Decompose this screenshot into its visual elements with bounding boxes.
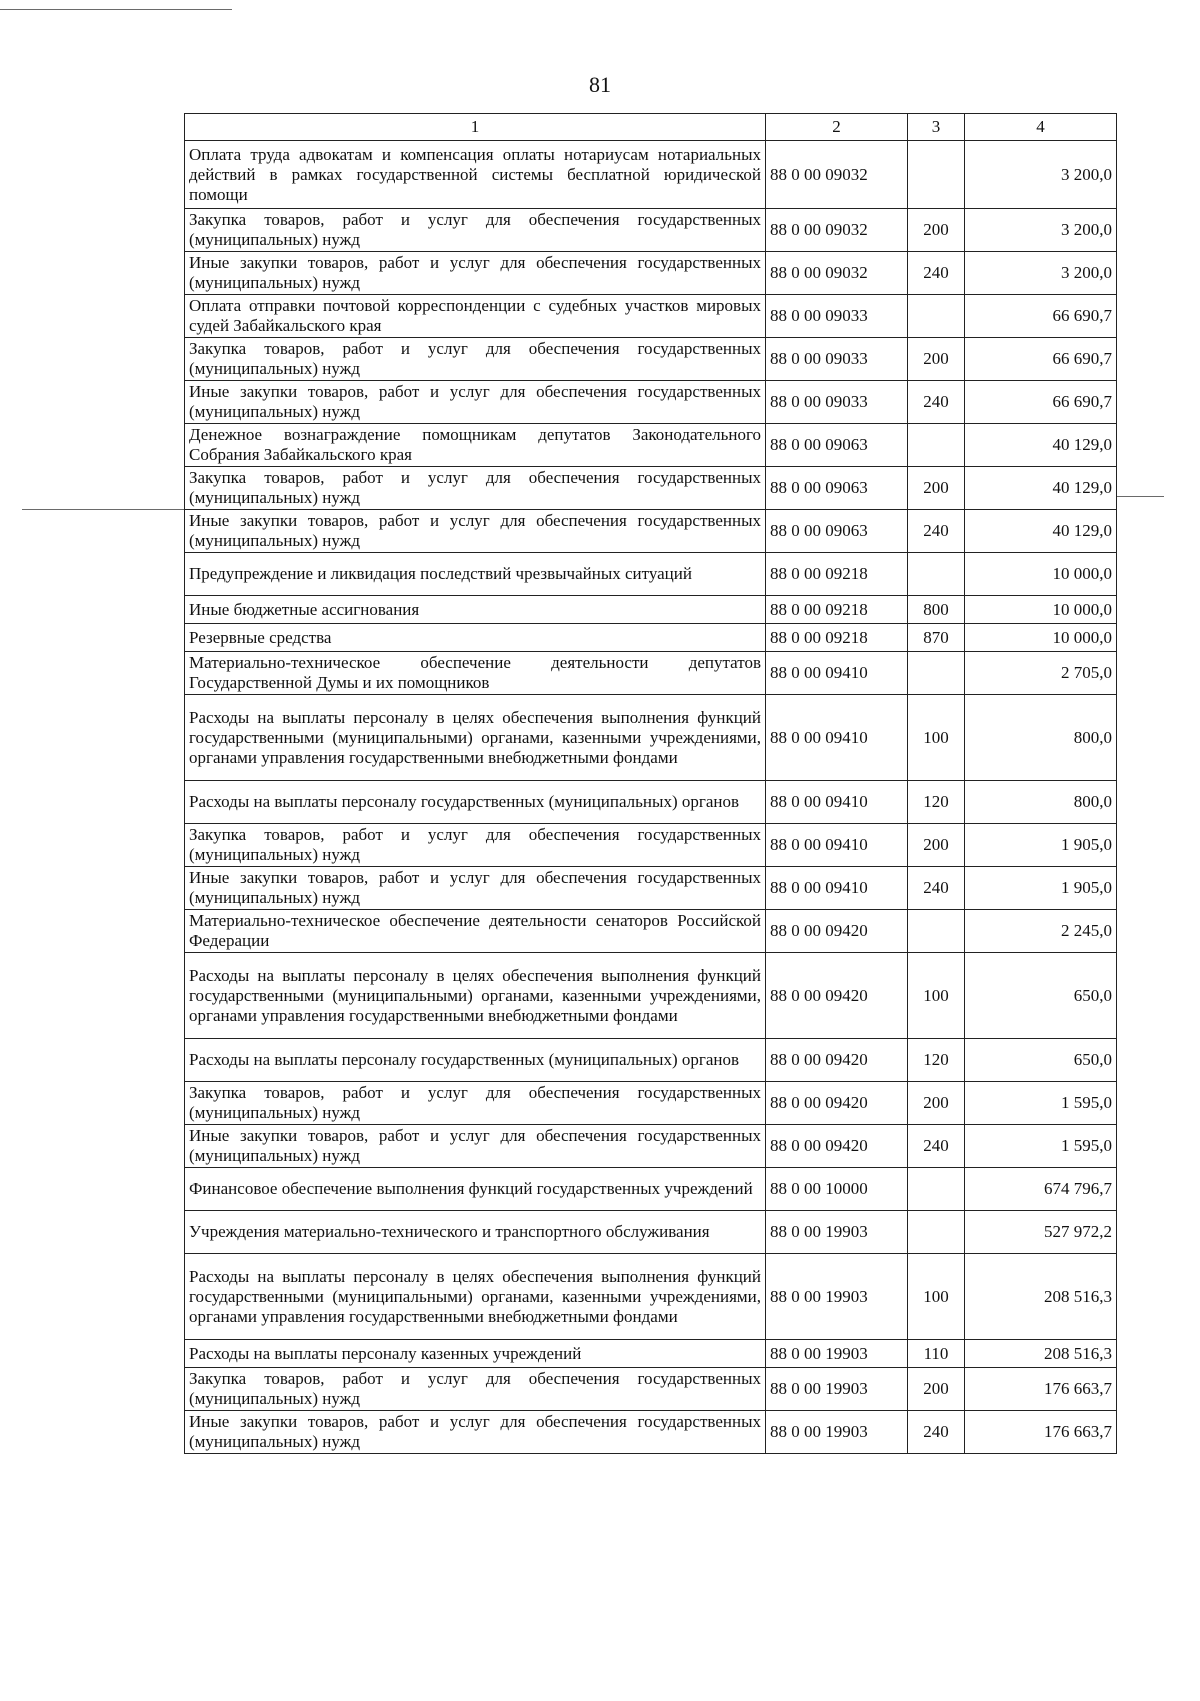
table-row (185, 424, 1117, 467)
amount-cell: 176 663,7 (965, 1411, 1117, 1454)
expense-name-cell: Иные закупки товаров, работ и услуг для обеспечения государственных (муниципальных) нужд (185, 510, 766, 553)
amount-cell: 800,0 (965, 781, 1117, 824)
header-col-1: 1 (185, 114, 766, 141)
page-number: 81 (589, 72, 611, 97)
target-code-cell: 88 0 00 09410 (766, 867, 908, 910)
expense-type-cell (908, 295, 965, 338)
table-row (185, 910, 1117, 953)
amount-cell: 800,0 (965, 695, 1117, 781)
expense-name-cell: Иные закупки товаров, работ и услуг для обеспечения государственных (муниципальных) нужд (185, 867, 766, 910)
target-code-cell: 88 0 00 09420 (766, 1082, 908, 1125)
amount-cell: 650,0 (965, 1039, 1117, 1082)
expense-type-cell: 100 (908, 695, 965, 781)
target-code-cell: 88 0 00 09218 (766, 553, 908, 596)
expense-name-cell: Расходы на выплаты персоналу государственных (муниципальных) органов (185, 781, 766, 824)
table-row (185, 467, 1117, 510)
expense-name-cell: Расходы на выплаты персоналу государственных (муниципальных) органов (185, 1039, 766, 1082)
scan-fold-line-left (22, 509, 186, 510)
target-code-cell: 88 0 00 09063 (766, 424, 908, 467)
table-row (185, 510, 1117, 553)
amount-cell: 40 129,0 (965, 424, 1117, 467)
table-row (185, 252, 1117, 295)
target-code-cell: 88 0 00 09063 (766, 467, 908, 510)
expense-type-cell: 240 (908, 1125, 965, 1168)
amount-cell: 1 595,0 (965, 1082, 1117, 1125)
amount-cell: 1 905,0 (965, 824, 1117, 867)
target-code-cell: 88 0 00 09032 (766, 141, 908, 209)
expense-name-cell: Денежное вознаграждение помощникам депутатов Законодательного Собрания Забайкальского края (185, 424, 766, 467)
expense-type-cell: 120 (908, 1039, 965, 1082)
target-code-cell: 88 0 00 19903 (766, 1368, 908, 1411)
table-row (185, 781, 1117, 824)
table-row (185, 624, 1117, 652)
amount-cell: 1 905,0 (965, 867, 1117, 910)
expense-name-cell: Закупка товаров, работ и услуг для обеспечения государственных (муниципальных) нужд (185, 338, 766, 381)
expense-type-cell: 240 (908, 510, 965, 553)
expense-type-cell (908, 652, 965, 695)
scan-edge-line (0, 9, 232, 10)
table-row (185, 867, 1117, 910)
expense-name-cell: Иные закупки товаров, работ и услуг для обеспечения государственных (муниципальных) нужд (185, 1411, 766, 1454)
table-header-row (185, 114, 1117, 141)
header-col-3: 3 (908, 114, 965, 141)
table-row (185, 381, 1117, 424)
expense-type-cell: 240 (908, 381, 965, 424)
table-row (185, 596, 1117, 624)
table-row (185, 1082, 1117, 1125)
table-row (185, 1411, 1117, 1454)
amount-cell: 3 200,0 (965, 141, 1117, 209)
amount-cell: 66 690,7 (965, 381, 1117, 424)
table-row (185, 141, 1117, 209)
target-code-cell: 88 0 00 09410 (766, 781, 908, 824)
expense-type-cell (908, 141, 965, 209)
expense-type-cell: 100 (908, 1254, 965, 1340)
amount-cell: 3 200,0 (965, 209, 1117, 252)
table-body (185, 141, 1117, 1454)
expense-name-cell: Финансовое обеспечение выполнения функций государственных учреждений (185, 1168, 766, 1211)
expense-name-cell: Закупка товаров, работ и услуг для обеспечения государственных (муниципальных) нужд (185, 1368, 766, 1411)
table-row (185, 338, 1117, 381)
target-code-cell: 88 0 00 19903 (766, 1340, 908, 1368)
amount-cell: 176 663,7 (965, 1368, 1117, 1411)
expense-name-cell: Расходы на выплаты персоналу казенных учреждений (185, 1340, 766, 1368)
table-row (185, 1368, 1117, 1411)
table-row (185, 695, 1117, 781)
expense-name-cell: Материально-техническое обеспечение деятельности сенаторов Российской Федерации (185, 910, 766, 953)
amount-cell: 66 690,7 (965, 338, 1117, 381)
expense-name-cell: Закупка товаров, работ и услуг для обеспечения государственных (муниципальных) нужд (185, 824, 766, 867)
target-code-cell: 88 0 00 09063 (766, 510, 908, 553)
expense-type-cell: 200 (908, 824, 965, 867)
amount-cell: 40 129,0 (965, 467, 1117, 510)
expense-type-cell: 100 (908, 953, 965, 1039)
expense-name-cell: Расходы на выплаты персоналу в целях обеспечения выполнения функций государственными (муниципальными) органами, казенными учреждениями, органами управления государственными внебюджетными фондами (185, 953, 766, 1039)
amount-cell: 527 972,2 (965, 1211, 1117, 1254)
expense-type-cell: 200 (908, 338, 965, 381)
expense-name-cell: Иные закупки товаров, работ и услуг для обеспечения государственных (муниципальных) нужд (185, 381, 766, 424)
expense-name-cell: Расходы на выплаты персоналу в целях обеспечения выполнения функций государственными (муниципальными) органами, казенными учреждениями, органами управления государственными внебюджетными фондами (185, 1254, 766, 1340)
expense-type-cell: 240 (908, 867, 965, 910)
target-code-cell: 88 0 00 09410 (766, 695, 908, 781)
expense-type-cell (908, 1211, 965, 1254)
expense-type-cell: 200 (908, 467, 965, 510)
target-code-cell: 88 0 00 19903 (766, 1211, 908, 1254)
expense-name-cell: Иные закупки товаров, работ и услуг для обеспечения государственных (муниципальных) нужд (185, 1125, 766, 1168)
expense-type-cell: 120 (908, 781, 965, 824)
target-code-cell: 88 0 00 19903 (766, 1411, 908, 1454)
target-code-cell: 88 0 00 19903 (766, 1254, 908, 1340)
target-code-cell: 88 0 00 09033 (766, 295, 908, 338)
amount-cell: 40 129,0 (965, 510, 1117, 553)
amount-cell: 208 516,3 (965, 1254, 1117, 1340)
amount-cell: 208 516,3 (965, 1340, 1117, 1368)
target-code-cell: 88 0 00 09218 (766, 624, 908, 652)
scan-fold-line-right (1116, 496, 1164, 497)
expense-type-cell: 240 (908, 252, 965, 295)
expense-name-cell: Оплата труда адвокатам и компенсация оплаты нотариусам нотариальных действий в рамках государственной системы бесплатной юридической помощи (185, 141, 766, 209)
expense-name-cell: Иные закупки товаров, работ и услуг для обеспечения государственных (муниципальных) нужд (185, 252, 766, 295)
table-row (185, 1211, 1117, 1254)
amount-cell: 674 796,7 (965, 1168, 1117, 1211)
amount-cell: 650,0 (965, 953, 1117, 1039)
expense-type-cell: 240 (908, 1411, 965, 1454)
budget-table (184, 113, 1117, 1454)
expense-name-cell: Закупка товаров, работ и услуг для обеспечения государственных (муниципальных) нужд (185, 1082, 766, 1125)
header-col-2: 2 (766, 114, 908, 141)
expense-type-cell: 870 (908, 624, 965, 652)
expense-name-cell: Резервные средства (185, 624, 766, 652)
expense-name-cell: Учреждения материально-технического и транспортного обслуживания (185, 1211, 766, 1254)
expense-type-cell: 200 (908, 209, 965, 252)
expense-name-cell: Предупреждение и ликвидация последствий чрезвычайных ситуаций (185, 553, 766, 596)
target-code-cell: 88 0 00 09218 (766, 596, 908, 624)
target-code-cell: 88 0 00 09033 (766, 338, 908, 381)
amount-cell: 3 200,0 (965, 252, 1117, 295)
table-row (185, 1168, 1117, 1211)
expense-name-cell: Оплата отправки почтовой корреспонденции с судебных участков мировых судей Забайкальского края (185, 295, 766, 338)
table-row (185, 1039, 1117, 1082)
table-row (185, 295, 1117, 338)
table-row (185, 1340, 1117, 1368)
target-code-cell: 88 0 00 09420 (766, 910, 908, 953)
target-code-cell: 88 0 00 09410 (766, 652, 908, 695)
expense-type-cell: 800 (908, 596, 965, 624)
table-row (185, 1254, 1117, 1340)
target-code-cell: 88 0 00 09420 (766, 1039, 908, 1082)
expense-name-cell: Материально-техническое обеспечение деятельности депутатов Государственной Думы и их помощников (185, 652, 766, 695)
expense-type-cell (908, 424, 965, 467)
table-row (185, 953, 1117, 1039)
expense-type-cell: 110 (908, 1340, 965, 1368)
target-code-cell: 88 0 00 10000 (766, 1168, 908, 1211)
amount-cell: 2 245,0 (965, 910, 1117, 953)
target-code-cell: 88 0 00 09032 (766, 209, 908, 252)
amount-cell: 2 705,0 (965, 652, 1117, 695)
amount-cell: 10 000,0 (965, 596, 1117, 624)
expense-type-cell: 200 (908, 1082, 965, 1125)
target-code-cell: 88 0 00 09032 (766, 252, 908, 295)
amount-cell: 10 000,0 (965, 553, 1117, 596)
table-row (185, 553, 1117, 596)
expense-name-cell: Закупка товаров, работ и услуг для обеспечения государственных (муниципальных) нужд (185, 209, 766, 252)
amount-cell: 66 690,7 (965, 295, 1117, 338)
target-code-cell: 88 0 00 09420 (766, 1125, 908, 1168)
expense-name-cell: Расходы на выплаты персоналу в целях обеспечения выполнения функций государственными (муниципальными) органами, казенными учреждениями, органами управления государственными внебюджетными фондами (185, 695, 766, 781)
table-row (185, 824, 1117, 867)
expense-type-cell (908, 1168, 965, 1211)
amount-cell: 1 595,0 (965, 1125, 1117, 1168)
header-col-4: 4 (965, 114, 1117, 141)
amount-cell: 10 000,0 (965, 624, 1117, 652)
expense-type-cell (908, 553, 965, 596)
expense-name-cell: Закупка товаров, работ и услуг для обеспечения государственных (муниципальных) нужд (185, 467, 766, 510)
target-code-cell: 88 0 00 09033 (766, 381, 908, 424)
table-row (185, 652, 1117, 695)
expense-name-cell: Иные бюджетные ассигнования (185, 596, 766, 624)
table-row (185, 1125, 1117, 1168)
expense-type-cell: 200 (908, 1368, 965, 1411)
table-row (185, 209, 1117, 252)
expense-type-cell (908, 910, 965, 953)
target-code-cell: 88 0 00 09410 (766, 824, 908, 867)
target-code-cell: 88 0 00 09420 (766, 953, 908, 1039)
